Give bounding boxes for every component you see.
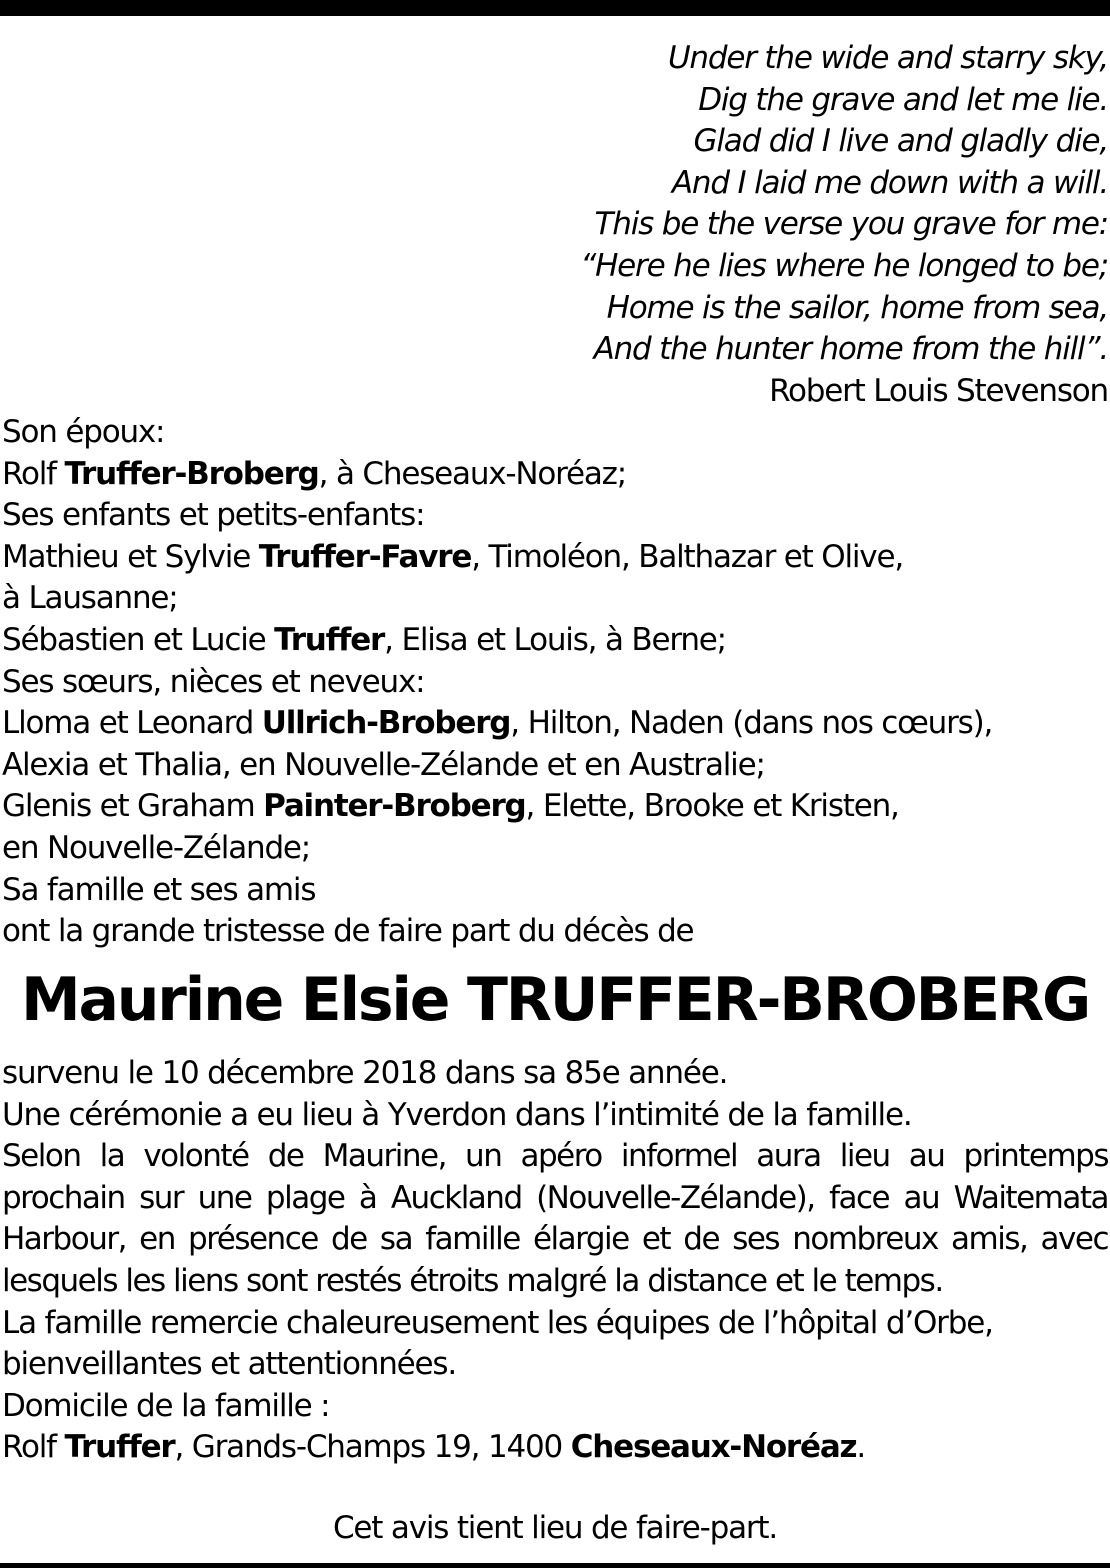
poem-line: Under the wide and starry sky,: [667, 40, 1108, 76]
ceremony-line: Une cérémonie a eu lieu à Yverdon dans l’intimité de la famille.: [2, 1096, 912, 1133]
thanks-paragraph: La famille remercie chaleureusement les équipes de l’hôpital d’Orbe, bienveillantes et attentionnées.: [2, 1304, 993, 1383]
domicile-heading: Domicile de la famille :: [2, 1387, 330, 1424]
surname: Truffer-Broberg: [64, 455, 319, 492]
poem-line: This be the verse you grave for me:: [594, 206, 1108, 243]
given-names: Glenis et Graham: [2, 788, 264, 825]
town: Cheseaux-Noréaz: [570, 1429, 857, 1466]
address-end: .: [856, 1429, 866, 1466]
children-heading: Ses enfants et petits-enfants:: [2, 497, 425, 534]
surname: Painter-Broberg: [263, 788, 526, 825]
entry-details: , à Cheseaux-Noréaz;: [318, 455, 626, 492]
friends-line: Sa famille et ses amis: [2, 871, 316, 908]
poem-author: Robert Louis Stevenson: [769, 372, 1108, 409]
poem-epigraph: [308, 38, 1108, 412]
siblings-heading: Ses sœurs, nièces et neveux:: [2, 663, 425, 700]
death-date-line: survenu le 10 décembre 2018 dans sa 85e année.: [2, 1055, 728, 1091]
child-entry-continued: à Lausanne;: [2, 580, 178, 617]
given-names: Mathieu et Sylvie: [2, 538, 259, 575]
sibling-entry-continued: Alexia et Thalia, en Nouvelle-Zélande et en Australie;: [2, 746, 765, 783]
announcement-line: ont la grande tristesse de faire part du décès de: [2, 913, 694, 950]
poem-line: Dig the grave and let me lie.: [698, 81, 1108, 118]
entry-details: , Hilton, Naden (dans nos cœurs),: [510, 705, 993, 742]
entry-details: , Elette, Brooke et Kristen,: [525, 788, 899, 825]
entry-details: , Timoléon, Balthazar et Olive,: [471, 538, 903, 575]
poem-line: And I laid me down with a will.: [671, 164, 1108, 201]
child-entry: [2, 537, 1108, 579]
street-address: , Grands-Champs 19, 1400: [174, 1429, 571, 1466]
top-border-rule: [0, 0, 1110, 16]
sibling-entry: [2, 703, 1108, 745]
child-entry: [2, 620, 1108, 662]
surname: Truffer: [274, 621, 385, 658]
sibling-entry: [2, 786, 1108, 828]
poem-line: “Here he lies where he longed to be;: [580, 247, 1108, 284]
deceased-name: Maurine Elsie TRUFFER-BROBERG: [21, 965, 1089, 1035]
spouse-entry: [2, 454, 1108, 496]
given-names: Rolf: [2, 1429, 65, 1466]
closing-note: Cet avis tient lieu de faire-part.: [332, 1510, 778, 1546]
surname: Truffer: [64, 1429, 175, 1466]
given-names: Rolf: [2, 455, 65, 492]
given-names: Lloma et Leonard: [2, 705, 262, 742]
poem-line: Glad did I live and gladly die,: [693, 123, 1108, 160]
domicile-address: [2, 1427, 1108, 1469]
poem-line: And the hunter home from the hill”.: [593, 331, 1108, 368]
surname: Truffer-Favre: [258, 538, 472, 575]
spouse-heading: Son époux:: [2, 414, 165, 450]
wish-paragraph: Selon la volonté de Maurine, un apéro informel aura lieu au printemps prochain sur une plage à Auckland (Nouvelle-Zélande), face au Waitemata Harbour, en présence de sa famille élargie et de ses nombreux amis, avec lesquels les liens sont restés étroits malgré la distance et le temps.: [2, 1138, 1108, 1299]
entry-details: , Elisa et Louis, à Berne;: [384, 621, 726, 658]
family-list: [2, 412, 1108, 953]
bottom-border-rule: [0, 1563, 1110, 1568]
obituary-details: [2, 1053, 1108, 1469]
surname: Ullrich-Broberg: [261, 705, 511, 742]
poem-line: Home is the sailor, home from sea,: [606, 289, 1108, 326]
given-names: Sébastien et Lucie: [2, 621, 275, 658]
sibling-entry-continued: en Nouvelle-Zélande;: [2, 829, 311, 866]
